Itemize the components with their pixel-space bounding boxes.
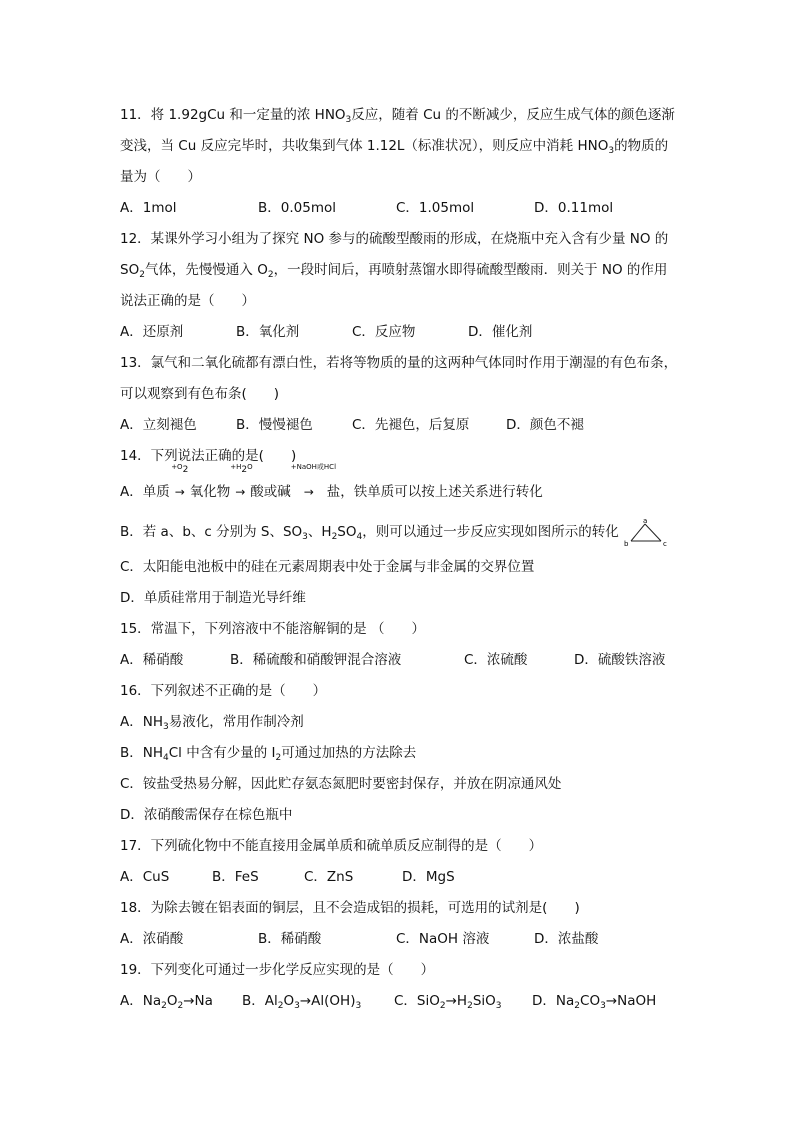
option-d[interactable]: D．单质硅常用于制造光导纤维 [120,590,306,606]
question-stem: 13．氯气和二氧化硫都有漂白性，若将等物质的量的这两种气体同时作用于潮湿的有色布条，可以观察到有色布条( ) [120,355,678,402]
exam-page [120,100,680,1017]
option-a[interactable]: A．浓硝酸 [120,931,184,947]
question-18 [120,893,680,955]
options-row [120,924,680,955]
option-d[interactable]: D．硫酸铁溶液 [574,652,666,668]
option-c[interactable]: C．1.05mol [396,200,475,216]
option-c[interactable]: C．$SiO_2\to H_2SiO_3$ [394,993,502,1011]
question-19 [120,955,680,1017]
option-b[interactable]: B．慢慢褪色 [236,417,313,433]
option-b[interactable]: B．$NH_4Cl$ 中含有少量的 $I_2$可通过加热的方法除去 [120,745,417,763]
option-c[interactable]: C．NaOH 溶液 [396,931,490,947]
question-stem: 14．下列说法正确的是( ) [120,448,297,464]
options-row [120,317,680,348]
question-stem: 15．常温下，下列溶液中不能溶解铜的是 （ ） [120,621,425,637]
edge-ab [631,524,645,541]
option-b[interactable]: B．0.05mol [258,200,336,216]
question-16 [120,676,680,831]
option-a[interactable]: A．单质 $+O_2$ → 氧化物 $+H_2O$ → 酸或碱 +NaOH或HCl → 盐，铁单质可以按上述关系进行转化 [120,472,680,512]
option-b[interactable]: B．稀硝酸 [258,931,322,947]
triangle-diagram [623,517,669,547]
options-row [120,645,680,676]
question-14 [120,441,680,614]
question-stem: 17．下列硫化物中不能直接用金属单质和硫单质反应制得的是（ ） [120,838,543,854]
option-d[interactable]: D．浓硝酸需保存在棕色瓶中 [120,807,293,823]
question-11 [120,100,680,224]
option-c[interactable]: C．铵盐受热易分解，因此贮存氨态氮肥时要密封保存，并放在阴凉通风处 [120,776,562,792]
question-stem: 18．为除去镀在铝表面的铜层，且不会造成铝的损耗，可选用的试剂是( ) [120,900,580,916]
option-a[interactable]: A．CuS [120,869,170,885]
option-a[interactable]: A．$Na_2O_2\to Na$ [120,993,213,1011]
question-stem: 11．将 1.92gCu 和一定量的浓 $HNO_3$反应，随着 Cu 的不断减少，反应生成气体的颜色逐渐变浅，当 Cu 反应完毕时，共收集到气体 1.12L（标准状况），则反应中消耗 $HNO_3$的物质的量为（ ） [120,107,675,185]
question-13 [120,348,680,441]
option-a[interactable]: A．1mol [120,200,177,216]
option-b[interactable]: B．$Al_2O_3\to Al(OH)_3$ [242,993,362,1011]
question-stem: 12．某课外学习小组为了探究 NO 参与的硫酸型酸雨的形成，在烧瓶中充入含有少量 NO 的 $SO_2$气体，先慢慢通入 $O_2$，一段时间后，再喷射蒸馏水即得硫酸型酸雨．则关于 NO 的作用说法正确的是（ ） [120,231,669,309]
option-d[interactable]: D．颜色不褪 [506,417,584,433]
option-c[interactable]: C．先褪色，后复原 [352,417,470,433]
option-c[interactable]: C．浓硫酸 [464,652,528,668]
option-c[interactable]: C．太阳能电池板中的硅在元素周期表中处于金属与非金属的交界位置 [120,559,535,575]
question-17 [120,831,680,893]
arrow-icon: $+H_2O$ → [230,463,253,499]
question-15 [120,614,680,676]
edge-ac [645,524,661,541]
options-row [120,193,680,224]
option-b[interactable]: B．FeS [212,869,259,885]
vertex-b-label: b [623,540,629,547]
option-c[interactable]: C．反应物 [352,324,416,340]
vertex-c-label: c [662,540,667,547]
option-d[interactable]: D．$Na_2CO_3\to NaOH$ [532,993,657,1011]
vertex-a-label: a [642,517,648,525]
arrow-icon: +NaOH或HCl → [290,463,337,499]
option-b[interactable]: B．稀硫酸和硝酸钾混合溶液 [230,652,402,668]
question-stem: 16．下列叙述不正确的是（ ） [120,683,327,699]
arrow-icon: $+O_2$ → [171,463,189,499]
option-b[interactable]: B．氧化剂 [236,324,300,340]
options-row [120,862,680,893]
question-stem: 19．下列变化可通过一步化学反应实现的是（ ） [120,962,435,978]
option-a[interactable]: A．还原剂 [120,324,184,340]
option-a[interactable]: A．$NH_3$易液化，常用作制冷剂 [120,714,304,732]
option-a[interactable]: A．稀硝酸 [120,652,184,668]
option-b[interactable]: B．若 a、b、c 分别为 S、$SO_3$、$H_2SO_4$，则可以通过一步反应实现如图所示的转化 a b c [120,512,680,552]
question-12 [120,224,680,348]
option-c[interactable]: C．ZnS [304,869,354,885]
option-d[interactable]: D．0.11mol [534,200,614,216]
option-d[interactable]: D．MgS [402,869,455,885]
option-d[interactable]: D．催化剂 [468,324,533,340]
option-a[interactable]: A．立刻褪色 [120,417,197,433]
options-row [120,410,680,441]
options-row [120,986,680,1017]
option-d[interactable]: D．浓盐酸 [534,931,599,947]
